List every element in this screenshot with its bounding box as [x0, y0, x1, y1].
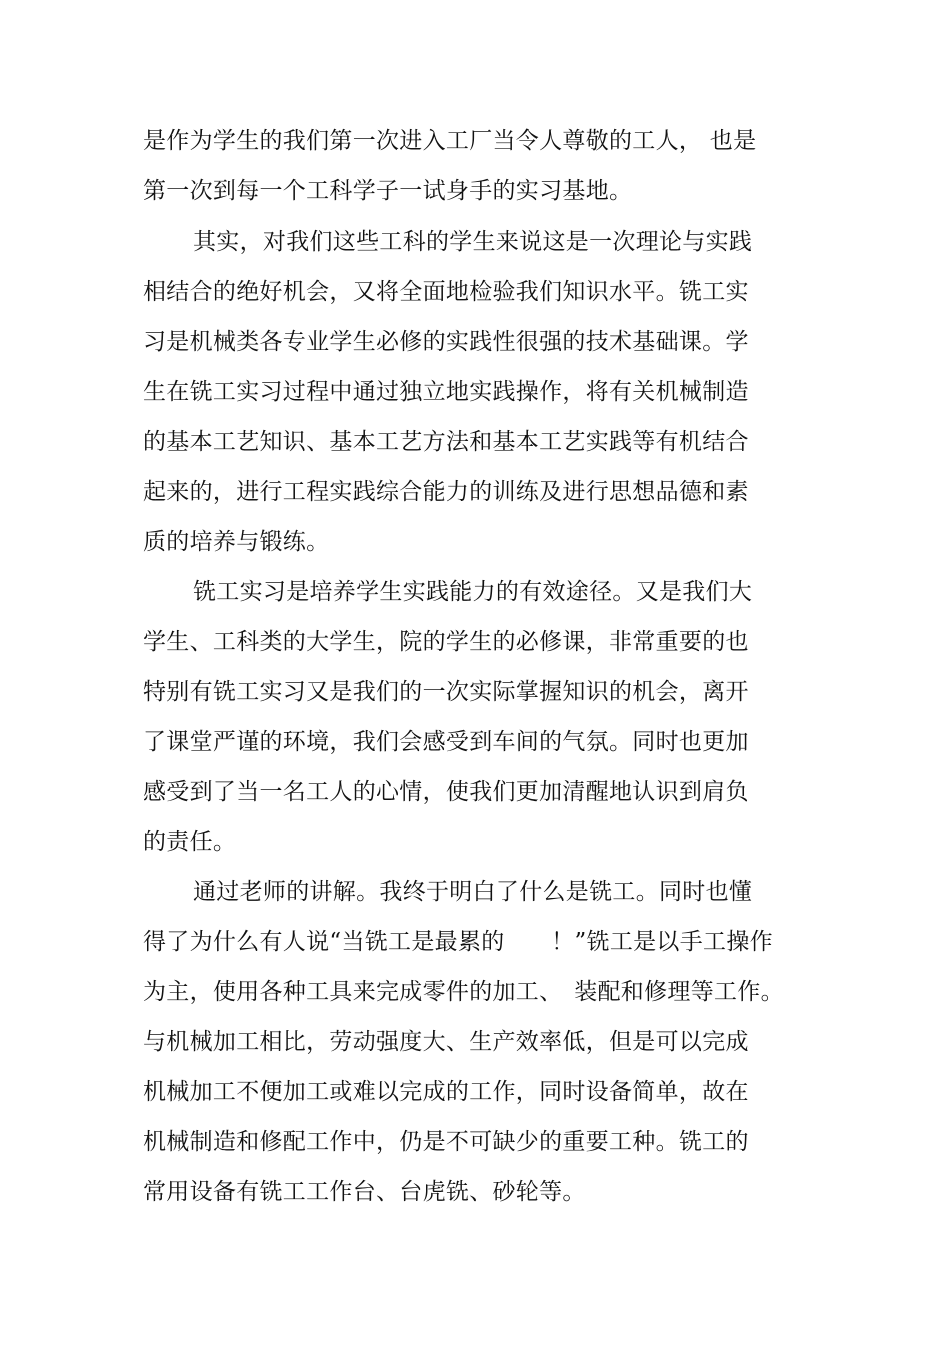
text-line: 是作为学生的我们第一次进入工厂当令人尊敬的工人， 也是 — [143, 128, 757, 154]
text-line: 特别有铣工实习又是我们的一次实际掌握知识的机会，离开 — [143, 679, 749, 705]
text-line: 的责任。 — [143, 829, 237, 855]
text-line: 感受到了当一名工人的心情，使我们更加清醒地认识到肩负 — [143, 779, 749, 805]
text-line: 机械加工不便加工或难以完成的工作，同时设备简单，故在 — [143, 1079, 749, 1105]
text-line: 相结合的绝好机会，又将全面地检验我们知识水平。铣工实 — [143, 279, 749, 305]
text-line: 为主，使用各种工具来完成零件的加工、 装配和修理等工作。 — [143, 979, 784, 1005]
text-line: 的基本工艺知识、基本工艺方法和基本工艺实践等有机结合 — [143, 429, 749, 455]
text-line: 与机械加工相比，劳动强度大、生产效率低，但是可以完成 — [143, 1029, 749, 1055]
text-line: 常用设备有铣工工作台、台虎铣、砂轮等。 — [143, 1179, 586, 1205]
text-line: 第一次到每一个工科学子一试身手的实习基地。 — [143, 178, 633, 204]
paragraph-first-line: 通过老师的讲解。我终于明白了什么是铣工。同时也懂 — [193, 879, 753, 905]
text-line: 习是机械类各专业学生必修的实践性很强的技术基础课。学 — [143, 329, 749, 355]
text-line: 质的培养与锻练。 — [143, 529, 330, 555]
text-line: 生在铣工实习过程中通过独立地实践操作，将有关机械制造 — [143, 379, 749, 405]
paragraph-first-line: 铣工实习是培养学生实践能力的有效途径。又是我们大 — [193, 579, 753, 605]
text-line: 得了为什么有人说“当铣工是最累的 ！”铣工是以手工操作 — [143, 929, 773, 955]
text-line: 起来的，进行工程实践综合能力的训练及进行思想品德和素 — [143, 479, 749, 505]
text-line: 机械制造和修配工作中，仍是不可缺少的重要工种。铣工的 — [143, 1129, 749, 1155]
text-line: 学生、工科类的大学生，院的学生的必修课，非常重要的也 — [143, 629, 749, 655]
text-line: 了课堂严谨的环境，我们会感受到车间的气氛。同时也更加 — [143, 729, 749, 755]
paragraph-first-line: 其实，对我们这些工科的学生来说这是一次理论与实践 — [193, 229, 753, 255]
